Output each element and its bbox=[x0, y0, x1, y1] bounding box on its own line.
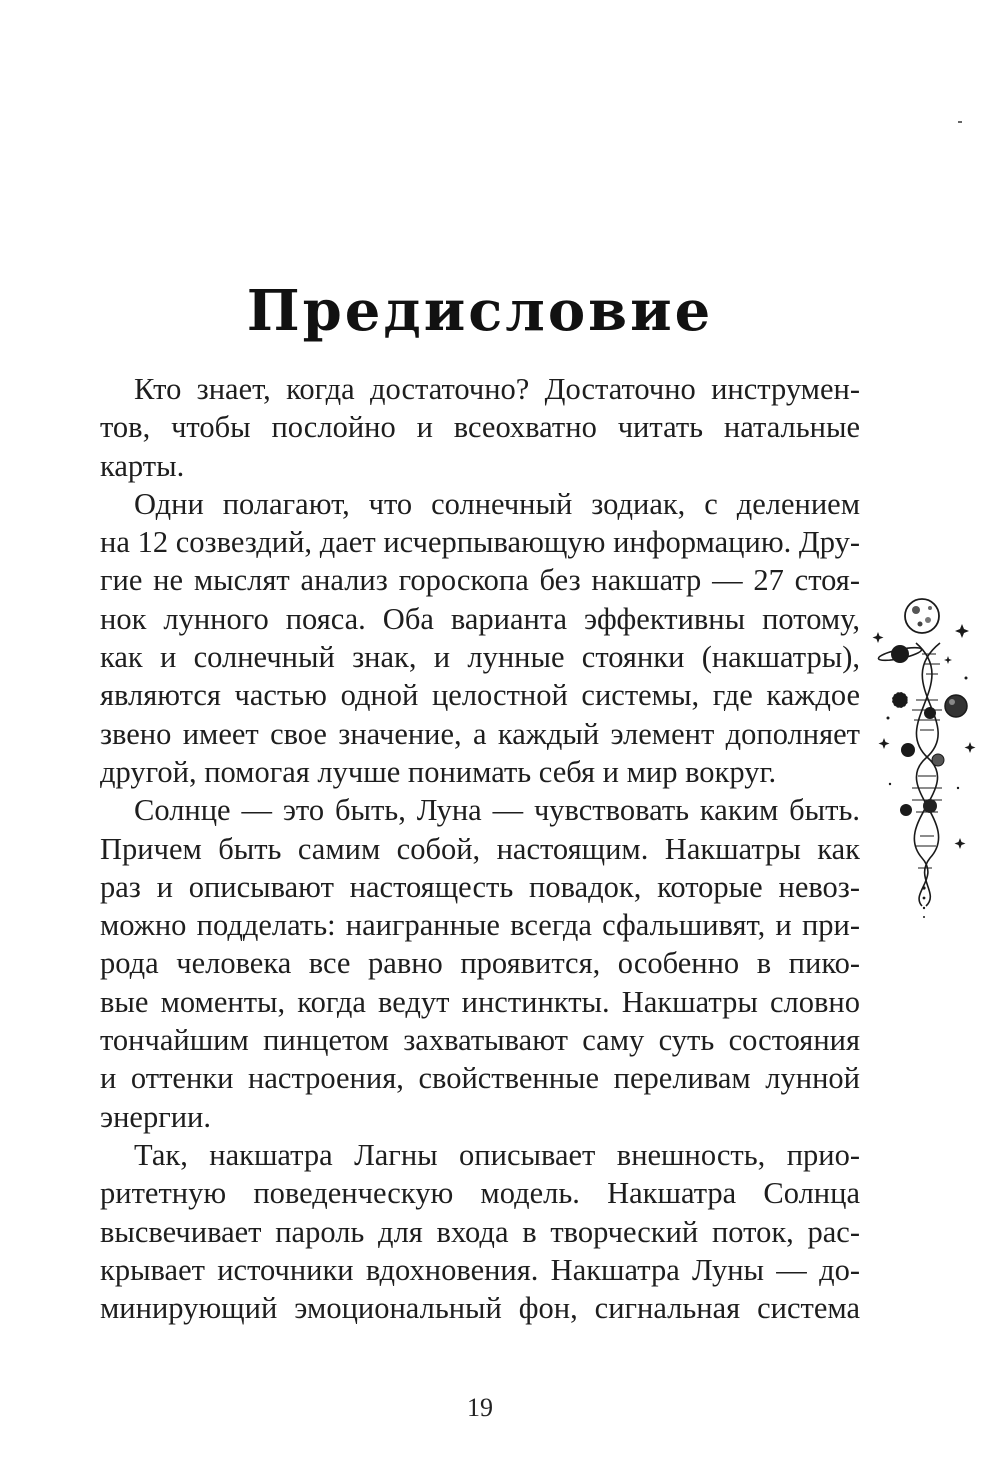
text-line: звено имеет свое значение, а каждый элемент дополняет bbox=[100, 716, 860, 751]
text-line: Причем быть самим собой, настоящим. Накшатры как bbox=[100, 831, 860, 866]
text-line: карты. bbox=[100, 448, 185, 483]
text-line: как и солнечный знак, и лунные стоянки (накшатры), bbox=[100, 640, 860, 675]
text-line: гие не мыслят анализ гороскопа без накшатр — 27 стоя- bbox=[100, 563, 860, 598]
text-line: на 12 созвездий, дает исчерпывающую информацию. Дру- bbox=[100, 525, 860, 560]
text-line: тончайшим пинцетом захватывают саму суть состояния bbox=[100, 1023, 860, 1058]
text-line: энергии. bbox=[100, 1099, 211, 1134]
text-line: нок лунного пояса. Оба варианта эффективны потому, bbox=[100, 601, 860, 636]
text-line: ритетную поведенческую модель. Накшатра Солнца bbox=[100, 1176, 860, 1211]
text-line: Одни полагают, что солнечный зодиак, с делением bbox=[134, 486, 860, 521]
text-line: вые моменты, когда ведут инстинкты. Накшатры словно bbox=[100, 984, 860, 1019]
text-line: раз и описывают настоящесть повадок, которые невоз- bbox=[100, 869, 860, 904]
text-line: можно подделать: наигранные всегда сфальшивят, и при- bbox=[100, 908, 860, 943]
text-line: высвечивает пароль для входа в творческий поток, рас- bbox=[100, 1214, 860, 1249]
text-line: крывает источники вдохновения. Накшатра Луны — до- bbox=[100, 1252, 860, 1287]
print-speck bbox=[958, 121, 962, 123]
text-line: рода человека все равно проявится, особенно в пико- bbox=[100, 946, 860, 981]
body-text-upper bbox=[100, 370, 860, 1327]
text-line: тов, чтобы послойно и всеохватно читать натальные bbox=[100, 410, 860, 445]
text-line: Солнце — это быть, Луна — чувствовать каким быть. bbox=[134, 793, 860, 828]
page-number: 19 bbox=[467, 1393, 493, 1422]
text-line: Так, накшатра Лагны описывает внешность, прио- bbox=[134, 1137, 860, 1172]
text-line: и оттенки настроения, свойственные переливам лунной bbox=[100, 1061, 860, 1096]
text-line: являются частью одной целостной системы, где каждое bbox=[100, 678, 860, 713]
text-line: минирующий эмоциональный фон, сигнальная система bbox=[100, 1291, 860, 1326]
text-line: другой, помогая лучше понимать себя и мир вокруг. bbox=[100, 754, 777, 789]
dna-helix-planets-icon bbox=[870, 588, 980, 923]
text-line: Кто знает, когда достаточно? Достаточно инструмен- bbox=[134, 372, 860, 406]
chapter-title: Предисловие bbox=[246, 278, 714, 344]
